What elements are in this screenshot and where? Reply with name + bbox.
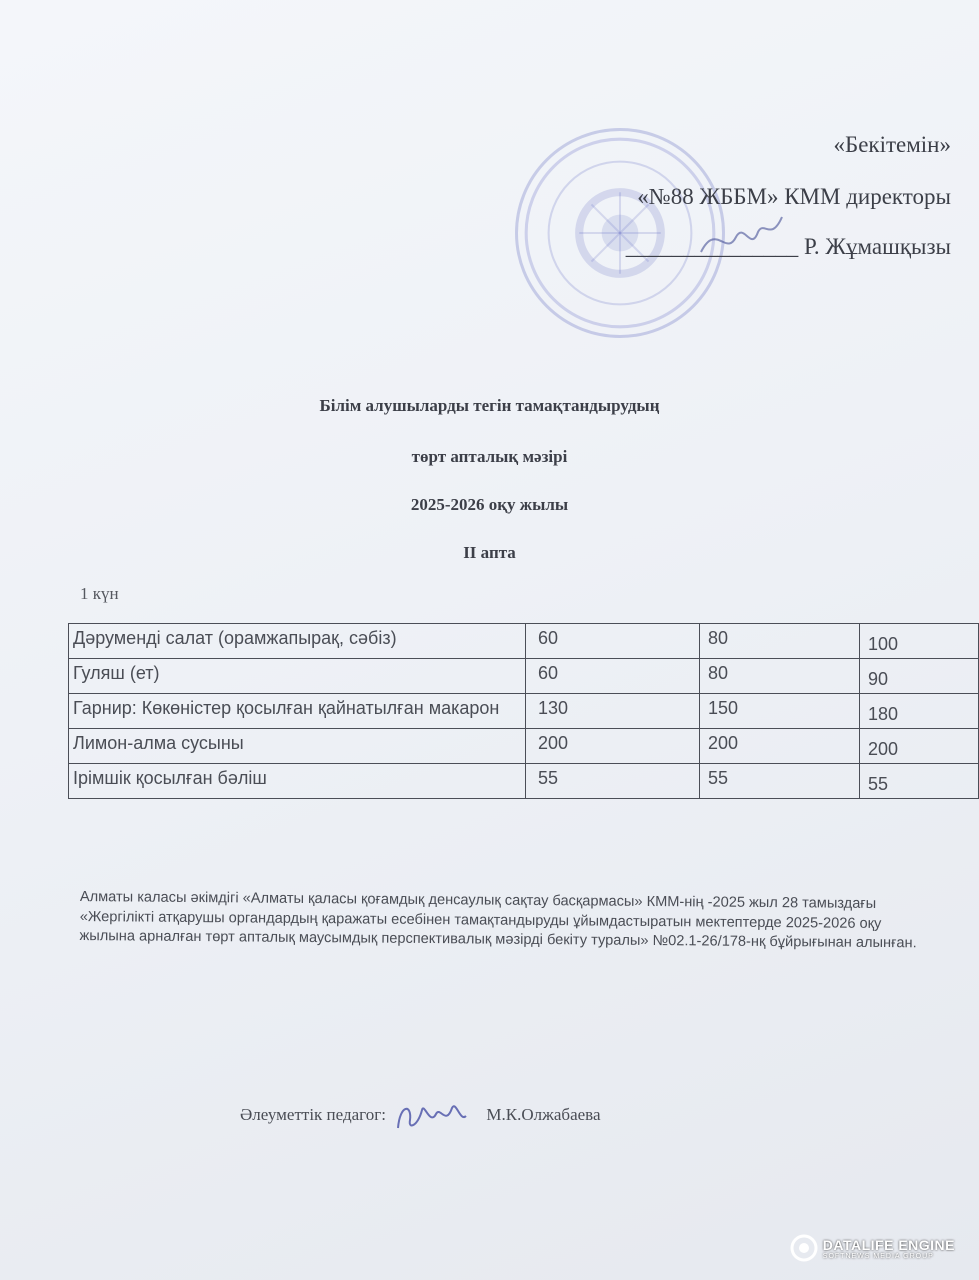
doc-title-year: 2025-2026 оқу жылы	[410, 495, 569, 514]
pedagogue-signature	[390, 1096, 470, 1136]
datalife-logo-icon	[790, 1234, 818, 1262]
watermark-sub: SOFTNEWS MEDIA GROUP	[822, 1252, 934, 1260]
portion-2-cell: 80	[700, 624, 860, 659]
signoff-role: Әлеуметтік педагог:	[240, 1104, 386, 1124]
portion-1-cell: 60	[526, 659, 700, 694]
table-row	[69, 624, 979, 659]
portion-1-cell: 200	[526, 729, 700, 764]
portion-2-cell: 200	[700, 729, 860, 764]
portion-2-cell: 150	[700, 694, 860, 729]
dish-name-cell: Гуляш (ет)	[69, 659, 526, 694]
director-name: _______________ Р. Жұмашқызы	[625, 234, 951, 259]
dish-name-cell: Дәруменді салат (орамжапырақ, сәбіз)	[69, 624, 526, 659]
doc-title-line1: Білім алушыларды тегін тамақтандырудың	[319, 396, 660, 415]
approval-signature-line	[626, 234, 951, 260]
doc-title-week: II апта	[463, 543, 516, 562]
signoff-name: М.К.Олжабаева	[486, 1104, 601, 1124]
director-signature	[696, 212, 786, 262]
table-row	[69, 729, 979, 764]
portion-2-cell: 80	[700, 659, 860, 694]
approval-position: «№88 ЖББМ» КММ директоры	[637, 184, 951, 209]
portion-3-cell: 55	[860, 764, 979, 799]
footnote: Алматы каласы әкімдігі «Алматы қаласы қоғамдық денсаулық сақтау басқармасы» КММ-нің -2025 жыл 28 тамыздағы «Жергілікті атқарушы органдардың қаражаты есебінен тамақтандыруды ұйымдастыратын мектептерде 2025-2026 оқу жылына арналған төрт апталық маусымдық перспективалық мәзірді бекіту туралы» №02.1-26/178-нқ бұйрығынан алынған.	[79, 888, 917, 952]
portion-3-cell: 180	[860, 694, 979, 729]
portion-2-cell: 55	[700, 764, 860, 799]
menu-table	[68, 623, 979, 799]
portion-1-cell: 130	[526, 694, 700, 729]
table-row	[69, 694, 979, 729]
approval-block	[626, 132, 951, 260]
portion-1-cell: 60	[526, 624, 700, 659]
doc-title-line2: төрт апталық мәзірі	[411, 447, 568, 466]
dish-name-cell: Гарнир: Көкөністер қосылған қайнатылған макарон	[69, 694, 526, 729]
dish-name-cell: Ірімшік қосылған бәліш	[69, 764, 526, 799]
table-row	[69, 659, 979, 694]
watermark-main: DATALIFE ENGINE	[822, 1236, 955, 1253]
dish-name-cell: Лимон-алма сусыны	[69, 729, 526, 764]
portion-3-cell: 200	[860, 729, 979, 764]
portion-3-cell: 90	[860, 659, 979, 694]
portion-1-cell: 55	[526, 764, 700, 799]
table-row	[69, 764, 979, 799]
signoff	[240, 1096, 601, 1136]
approval-heading: «Бекітемін»	[833, 132, 951, 157]
watermark	[790, 1234, 955, 1262]
portion-3-cell: 100	[860, 624, 979, 659]
day-label: 1 күн	[80, 584, 119, 603]
